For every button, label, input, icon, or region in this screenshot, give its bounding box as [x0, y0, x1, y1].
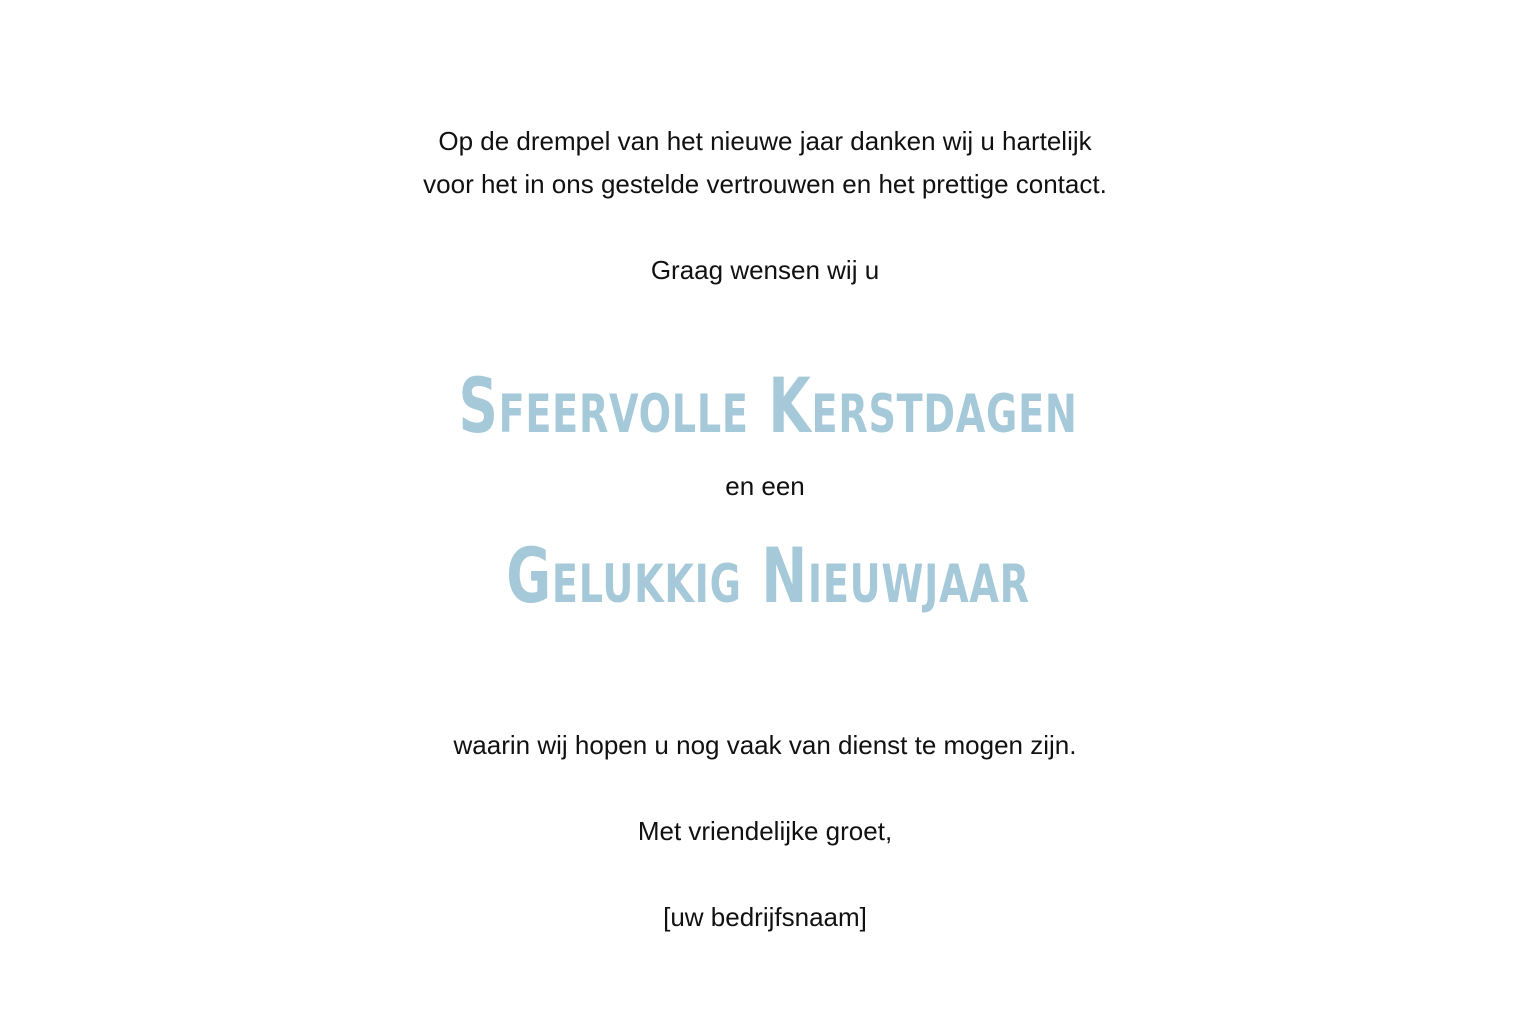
new-year-headline: Gelukkig Nieuwjaar [506, 531, 1030, 620]
christmas-headline: Sfeervolle Kerstdagen [458, 361, 1078, 450]
intro-paragraph [0, 120, 1530, 206]
wish-lead-text: Graag wensen wij u [650, 255, 880, 285]
intro-line-1: Op de drempel van het nieuwe jaar danken wij u hartelijk [438, 126, 1092, 156]
connector-text: en een [725, 471, 805, 501]
intro-line-2: voor het in ons gestelde vertrouwen en het prettige contact. [423, 169, 1107, 199]
greeting-text: Met vriendelijke groet, [637, 816, 893, 846]
closing-text: waarin wij hopen u nog vaak van dienst te mogen zijn. [453, 730, 1077, 760]
company-name-placeholder: [uw bedrijfsnaam] [663, 902, 867, 932]
